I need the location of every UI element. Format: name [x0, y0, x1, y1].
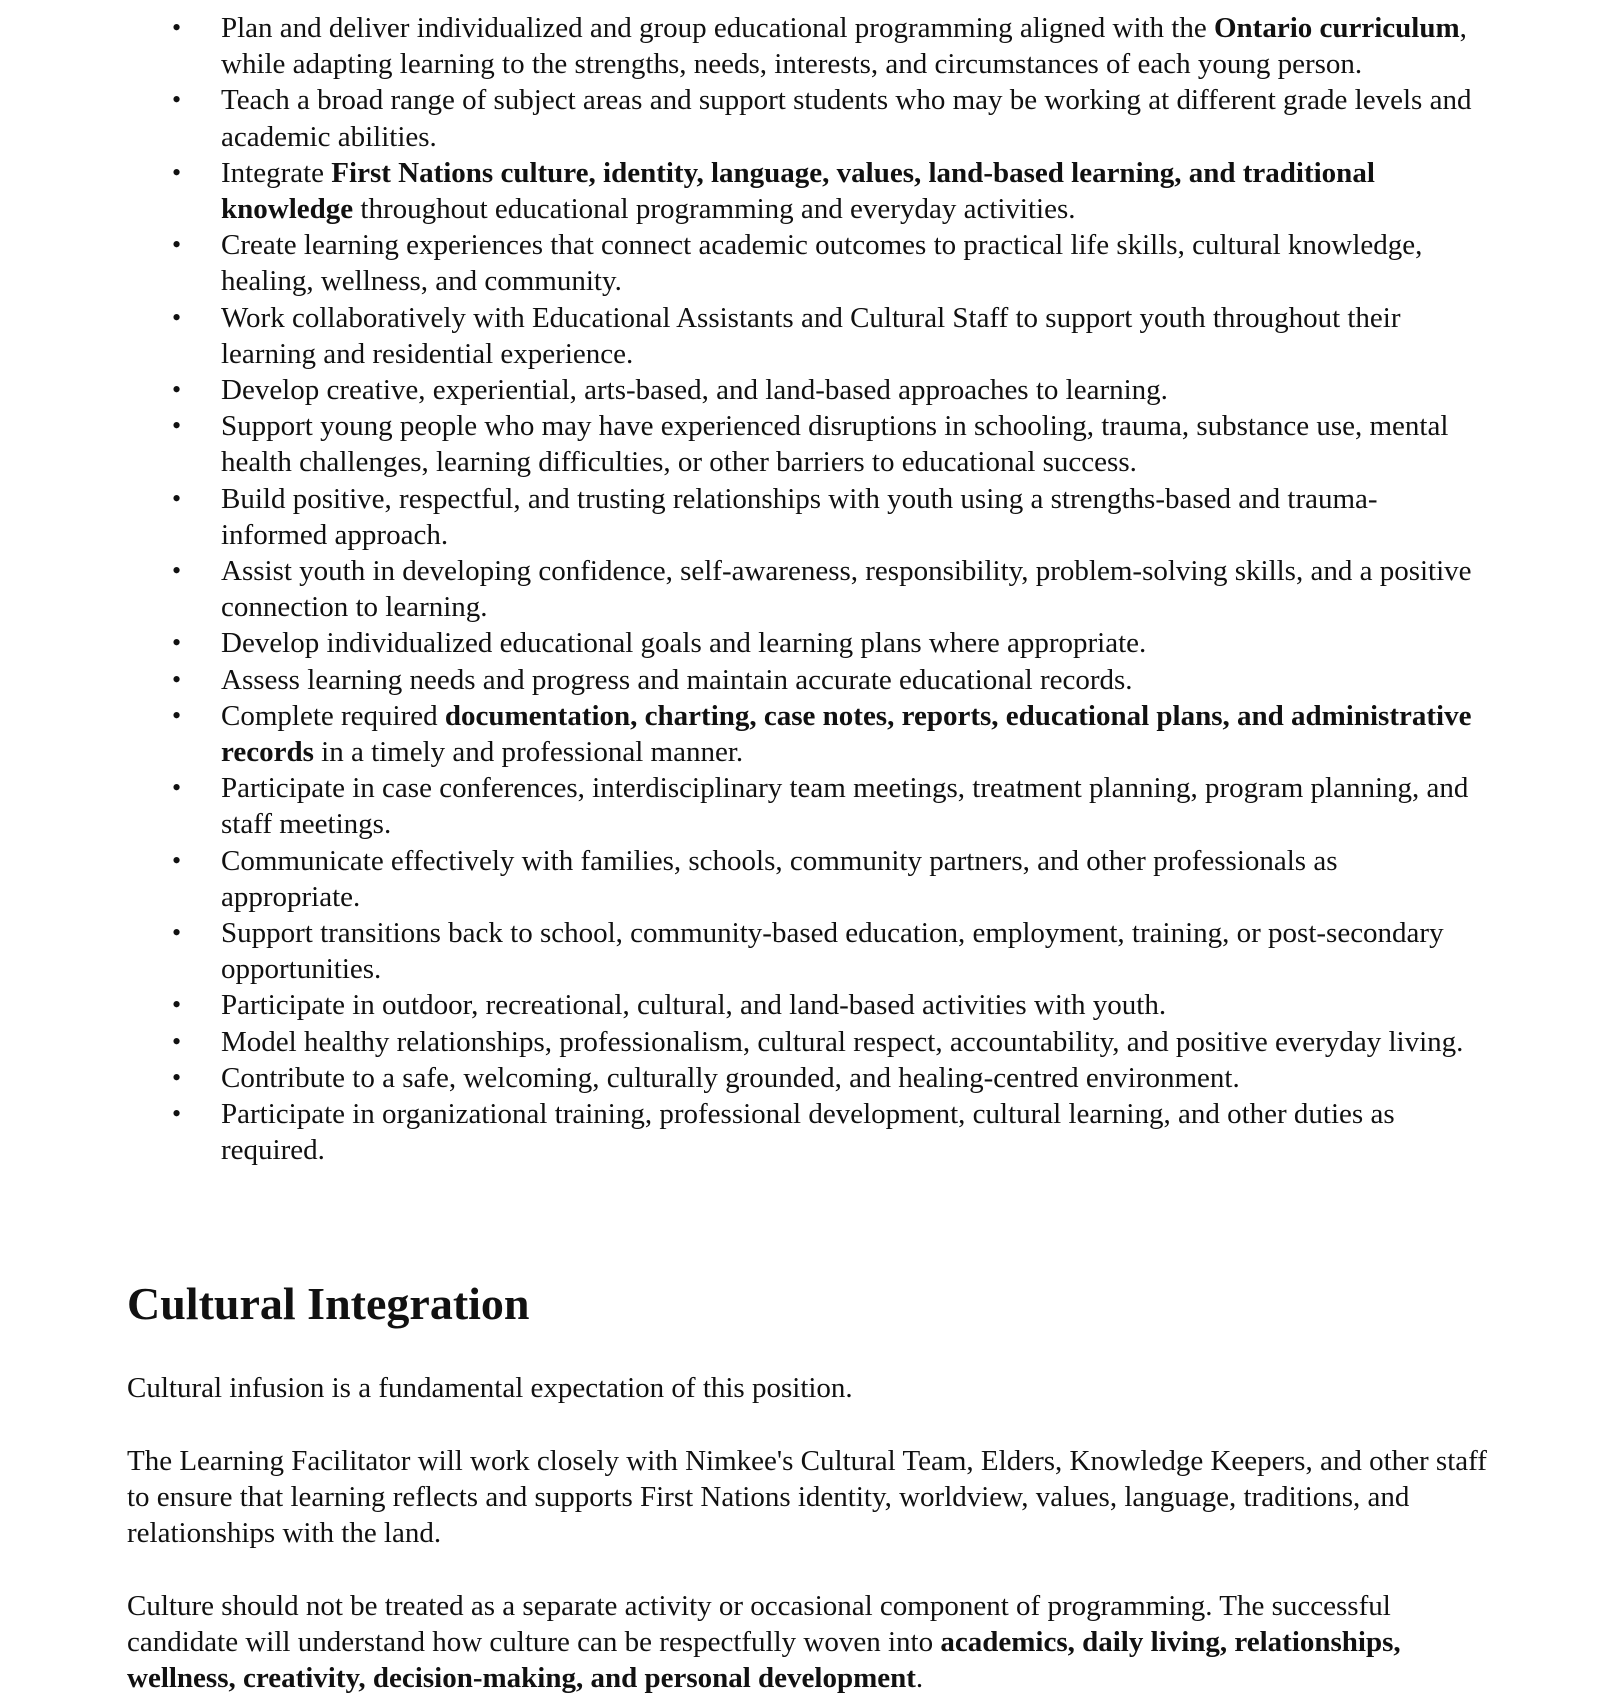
list-item: [0, 662, 1600, 698]
list-item-text: Communicate effectively with families, schools, community partners, and other professionals as appropriate.: [221, 844, 1338, 913]
list-item-text: Participate in case conferences, interdisciplinary team meetings, treatment planning, program planning, and staff meetings.: [221, 772, 1469, 841]
bullet-icon: •: [172, 411, 182, 441]
bullet-icon: •: [172, 157, 182, 187]
bullet-icon: •: [172, 230, 182, 260]
section-paragraph: [127, 1588, 1487, 1697]
list-item: [0, 82, 1600, 154]
list-item: [0, 1060, 1600, 1096]
list-item: [0, 843, 1600, 915]
list-item: [0, 10, 1600, 82]
list-item-text: Develop individualized educational goals and learning plans where appropriate.: [221, 627, 1147, 660]
list-item-text: Work collaboratively with Educational Assistants and Cultural Staff to support youth throughout their learning and residential experience.: [221, 301, 1401, 370]
list-item-text: Model healthy relationships, professionalism, cultural respect, accountability, and positive everyday living.: [221, 1025, 1464, 1058]
bullet-icon: •: [172, 302, 182, 332]
list-item: [0, 698, 1600, 770]
list-item-text: throughout educational programming and everyday activities.: [353, 193, 1076, 226]
list-item-text: Integrate: [221, 156, 332, 189]
section-heading: Cultural Integration: [127, 1278, 530, 1329]
list-item: [0, 770, 1600, 842]
duties-list: [0, 10, 1600, 1169]
bullet-icon: •: [172, 664, 182, 694]
list-item: [0, 372, 1600, 408]
list-item: [0, 1024, 1600, 1060]
list-item-text: , while adapting learning to the strengths, needs, interests, and circumstances of each young person.: [221, 12, 1467, 81]
bullet-icon: •: [172, 375, 182, 405]
paragraph-text: .: [915, 1662, 924, 1695]
bullet-icon: •: [172, 85, 182, 115]
list-item-text: Participate in organizational training, professional development, cultural learning, and other duties as required.: [221, 1098, 1395, 1167]
paragraph-emphasis: academics, daily living, relationships, wellness, creativity, decision-making, and personal development: [127, 1626, 1401, 1695]
list-item-text: Participate in outdoor, recreational, cultural, and land-based activities with youth.: [221, 989, 1167, 1022]
list-item-text: Create learning experiences that connect academic outcomes to practical life skills, cultural knowledge, healing, wellness, and community.: [221, 229, 1423, 298]
list-item-text: Complete required: [221, 699, 445, 732]
list-item: [0, 227, 1600, 299]
list-item: [0, 481, 1600, 553]
bullet-icon: •: [172, 990, 182, 1020]
section-paragraph: [127, 1370, 1487, 1406]
bullet-icon: •: [172, 918, 182, 948]
bullet-icon: •: [172, 1099, 182, 1129]
list-item-text: Assist youth in developing confidence, self-awareness, responsibility, problem-solving skills, and a positive connection to learning.: [221, 555, 1472, 624]
list-item-emphasis: First Nations culture, identity, language, values, land-based learning, and traditional knowledge: [221, 156, 1375, 226]
list-item: [0, 300, 1600, 372]
list-item: [0, 987, 1600, 1023]
list-item-text: Develop creative, experiential, arts-based, and land-based approaches to learning.: [221, 374, 1168, 407]
section-paragraph: [127, 1443, 1487, 1552]
list-item-text: in a timely and professional manner.: [313, 736, 744, 769]
list-item: [0, 553, 1600, 625]
bullet-icon: •: [172, 1026, 182, 1056]
bullet-icon: •: [172, 628, 182, 658]
list-item-emphasis: Ontario curriculum: [1213, 12, 1460, 44]
paragraph-text: Culture should not be treated as a separate activity or occasional component of programming. The successful candidate will understand how culture can be respectfully woven into: [127, 1590, 1391, 1659]
list-item-text: Teach a broad range of subject areas and support students who may be working at different grade levels and academic abilities.: [221, 84, 1472, 153]
paragraph-text: The Learning Facilitator will work closely with Nimkee's Cultural Team, Elders, Knowledge Keepers, and other staff to ensure that learning reflects and supports First Nations identity, worldview, values, language, traditions, and relationships with the land.: [127, 1445, 1487, 1550]
list-item-text: Build positive, respectful, and trusting relationships with youth using a strengths-based and trauma-informed approach.: [221, 482, 1378, 551]
list-item: [0, 155, 1600, 227]
list-item-emphasis: documentation, charting, case notes, reports, educational plans, and administrative records: [221, 699, 1472, 769]
bullet-icon: •: [172, 556, 182, 586]
list-item-text: Support young people who may have experienced disruptions in schooling, trauma, substance use, mental health challenges, learning difficulties, or other barriers to educational success.: [221, 410, 1449, 479]
bullet-icon: •: [172, 483, 182, 513]
list-item: [0, 625, 1600, 661]
list-item-text: Support transitions back to school, community-based education, employment, training, or post-secondary opportunities.: [221, 917, 1444, 986]
list-item-text: Assess learning needs and progress and maintain accurate educational records.: [221, 663, 1133, 696]
bullet-icon: •: [172, 1062, 182, 1092]
bullet-icon: •: [172, 845, 182, 875]
list-item: [0, 408, 1600, 480]
list-item-text: Plan and deliver individualized and group educational programming aligned with the: [221, 12, 1214, 44]
paragraph-text: Cultural infusion is a fundamental expectation of this position.: [127, 1372, 853, 1404]
list-item-text: Contribute to a safe, welcoming, culturally grounded, and healing-centred environment.: [221, 1061, 1240, 1094]
bullet-icon: •: [172, 700, 182, 730]
list-item: [0, 1096, 1600, 1168]
bullet-icon: •: [172, 773, 182, 803]
bullet-icon: •: [172, 13, 182, 42]
list-item: [0, 915, 1600, 987]
